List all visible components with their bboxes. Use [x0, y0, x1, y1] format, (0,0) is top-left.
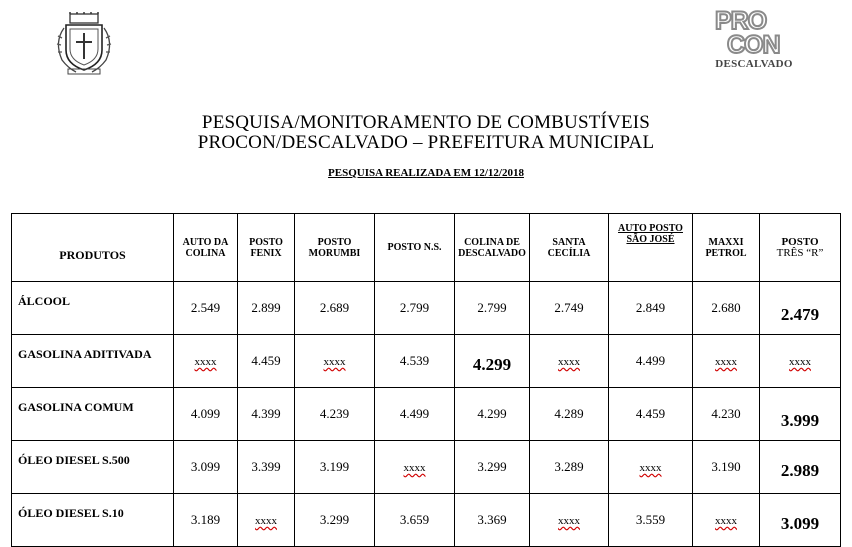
- price-cell: 3.369: [455, 494, 530, 547]
- price-cell: 3.299: [295, 494, 375, 547]
- product-name: GASOLINA COMUM: [12, 388, 174, 441]
- price-cell: xxxx: [609, 441, 693, 494]
- fuel-price-table: [11, 213, 841, 547]
- price-cell: 3.099: [760, 494, 841, 547]
- header-products: PRODUTOS: [12, 214, 174, 282]
- product-name: ÁLCOOL: [12, 282, 174, 335]
- title-line-2: PROCON/DESCALVADO – PREFEITURA MUNICIPAL: [197, 132, 655, 153]
- header-station: AUTO DA COLINA: [174, 214, 238, 282]
- procon-logo: [714, 8, 794, 56]
- price-cell: 4.230: [693, 388, 760, 441]
- price-cell: 2.799: [455, 282, 530, 335]
- price-cell: xxxx: [375, 441, 455, 494]
- price-cell: 4.399: [238, 388, 295, 441]
- price-cell: 2.749: [530, 282, 609, 335]
- svg-text:PRO: PRO: [715, 8, 767, 35]
- product-name: ÓLEO DIESEL S.500: [12, 441, 174, 494]
- price-cell: 2.549: [174, 282, 238, 335]
- price-cell: 3.190: [693, 441, 760, 494]
- price-cell: 2.680: [693, 282, 760, 335]
- header-station: POSTO FENIX: [238, 214, 295, 282]
- price-cell: 3.999: [760, 388, 841, 441]
- header-station: POSTO MORUMBI: [295, 214, 375, 282]
- procon-logo-block: [706, 8, 802, 70]
- price-cell: 4.499: [609, 335, 693, 388]
- price-cell: 3.099: [174, 441, 238, 494]
- price-cell: 3.289: [530, 441, 609, 494]
- product-name: ÓLEO DIESEL S.10: [12, 494, 174, 547]
- price-cell: 2.899: [238, 282, 295, 335]
- city-crest-logo: [52, 12, 116, 76]
- price-cell: 3.189: [174, 494, 238, 547]
- price-cell: 3.199: [295, 441, 375, 494]
- price-cell: xxxx: [760, 335, 841, 388]
- price-cell: 3.659: [375, 494, 455, 547]
- price-cell: xxxx: [238, 494, 295, 547]
- price-cell: xxxx: [530, 335, 609, 388]
- header-station: MAXXI PETROL: [693, 214, 760, 282]
- table-header-row: [12, 214, 841, 282]
- product-name: GASOLINA ADITIVADA: [12, 335, 174, 388]
- survey-date: PESQUISA REALIZADA EM 12/12/2018: [328, 167, 524, 179]
- table-row: [12, 282, 841, 335]
- price-cell: 3.299: [455, 441, 530, 494]
- price-cell: 4.499: [375, 388, 455, 441]
- price-cell: xxxx: [693, 335, 760, 388]
- price-cell: 4.289: [530, 388, 609, 441]
- header-station: POSTO N.S.: [375, 214, 455, 282]
- price-cell: 2.849: [609, 282, 693, 335]
- svg-text:CON: CON: [727, 31, 780, 56]
- price-cell: 4.459: [609, 388, 693, 441]
- price-cell: xxxx: [693, 494, 760, 547]
- table-row: [12, 388, 841, 441]
- price-cell: 2.479: [760, 282, 841, 335]
- price-cell: xxxx: [174, 335, 238, 388]
- price-cell: xxxx: [295, 335, 375, 388]
- price-cell: 2.989: [760, 441, 841, 494]
- price-cell: 3.559: [609, 494, 693, 547]
- page-title: [0, 113, 852, 153]
- table-row: [12, 335, 841, 388]
- table-row: [12, 494, 841, 547]
- price-cell: 4.299: [455, 388, 530, 441]
- price-cell: 4.539: [375, 335, 455, 388]
- header-station: POSTO TRÊS “R”: [760, 214, 841, 282]
- price-cell: xxxx: [530, 494, 609, 547]
- price-cell: 2.799: [375, 282, 455, 335]
- title-line-1: PESQUISA/MONITORAMENTO DE COMBUSTÍVEIS: [201, 112, 651, 133]
- table-row: [12, 441, 841, 494]
- price-cell: 4.459: [238, 335, 295, 388]
- header-station: COLINA DE DESCALVADO: [455, 214, 530, 282]
- price-cell: 3.399: [238, 441, 295, 494]
- procon-city: DESCALVADO: [715, 58, 793, 70]
- header-station: SANTA CECÍLIA: [530, 214, 609, 282]
- price-cell: 4.239: [295, 388, 375, 441]
- price-cell: 2.689: [295, 282, 375, 335]
- header-station: AUTO POSTO SÃO JOSÉ: [609, 214, 693, 282]
- price-cell: 4.299: [455, 335, 530, 388]
- price-cell: 4.099: [174, 388, 238, 441]
